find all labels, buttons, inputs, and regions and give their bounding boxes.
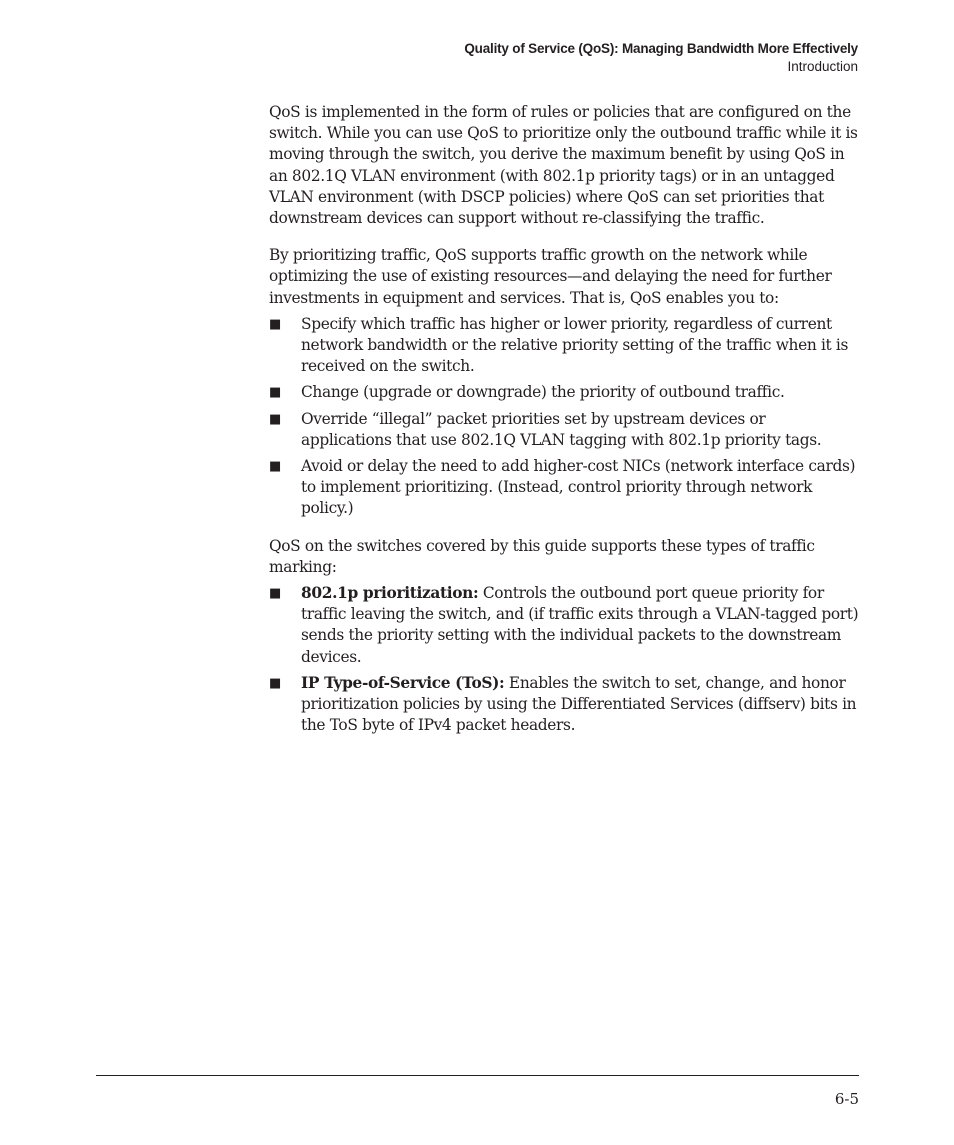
list-item-text: Specify which traffic has higher or lower priority, regardless of current network bandwidth or the relative priority setting of the traffic when it is received on the switch. xyxy=(301,314,849,376)
list-item-text: Override “illegal” packet priorities set by upstream devices or applications that use 802.1Q VLAN tagging with 802.1p priority tags. xyxy=(301,409,822,449)
term-8021p-prioritization: 802.1p prioritization: xyxy=(301,584,479,603)
list-item xyxy=(269,673,859,737)
term-ip-type-of-service: IP Type-of-Service (ToS): xyxy=(301,673,505,692)
bullet-square-icon: ■ xyxy=(269,459,281,475)
page-number: 6-5 xyxy=(834,1090,859,1108)
section-title: Introduction xyxy=(787,59,858,74)
body-text xyxy=(269,102,859,752)
bullet-square-icon: ■ xyxy=(269,586,281,602)
list-item xyxy=(269,456,859,520)
footer-divider xyxy=(96,1075,859,1076)
list-item xyxy=(269,409,859,451)
list-item xyxy=(269,583,859,668)
list-item-text: Controls the outbound port queue priority for traffic leaving the switch, and (if traffic exits through a VLAN-tagged port) sends the priority setting with the individual packets to the downstream devices. xyxy=(301,584,859,666)
qos-benefits-list xyxy=(269,314,859,520)
list-item xyxy=(269,382,859,403)
paragraph-qos-implementation: QoS is implemented in the form of rules or policies that are configured on the switch. While you can use QoS to prioritize only the outbound traffic while it is moving through the switch, you derive the maximum benefit by using QoS in an 802.1Q VLAN environment (with 802.1p priority tags) or in an untagged VLAN environment (with DSCP policies) where QoS can set priorities that downstream devices can support without re-classifying the traffic. xyxy=(269,103,858,228)
running-header xyxy=(464,40,858,76)
paragraph-traffic-marking: QoS on the switches covered by this guide supports these types of traffic marking: xyxy=(269,536,815,576)
traffic-marking-list xyxy=(269,583,859,736)
bullet-square-icon: ■ xyxy=(269,385,281,401)
bullet-square-icon: ■ xyxy=(269,316,281,332)
chapter-title: Quality of Service (QoS): Managing Bandwidth More Effectively xyxy=(464,41,858,56)
list-item-text: Avoid or delay the need to add higher-cost NICs (network interface cards) to implement prioritizing. (Instead, control priority through network policy.) xyxy=(301,457,856,518)
bullet-square-icon: ■ xyxy=(269,411,281,427)
list-item-text: Enables the switch to set, change, and honor prioritization policies by using the Differentiated Services (diffserv) bits in the ToS byte of IPv4 packet headers. xyxy=(301,673,857,735)
list-item xyxy=(269,314,859,378)
bullet-square-icon: ■ xyxy=(269,675,281,691)
paragraph-prioritizing-traffic: By prioritizing traffic, QoS supports traffic growth on the network while optimizing the use of existing resources—and delaying the need for further investments in equipment and services. That is, QoS enables you to: xyxy=(269,246,832,307)
list-item-text: Change (upgrade or downgrade) the priority of outbound traffic. xyxy=(301,383,785,402)
